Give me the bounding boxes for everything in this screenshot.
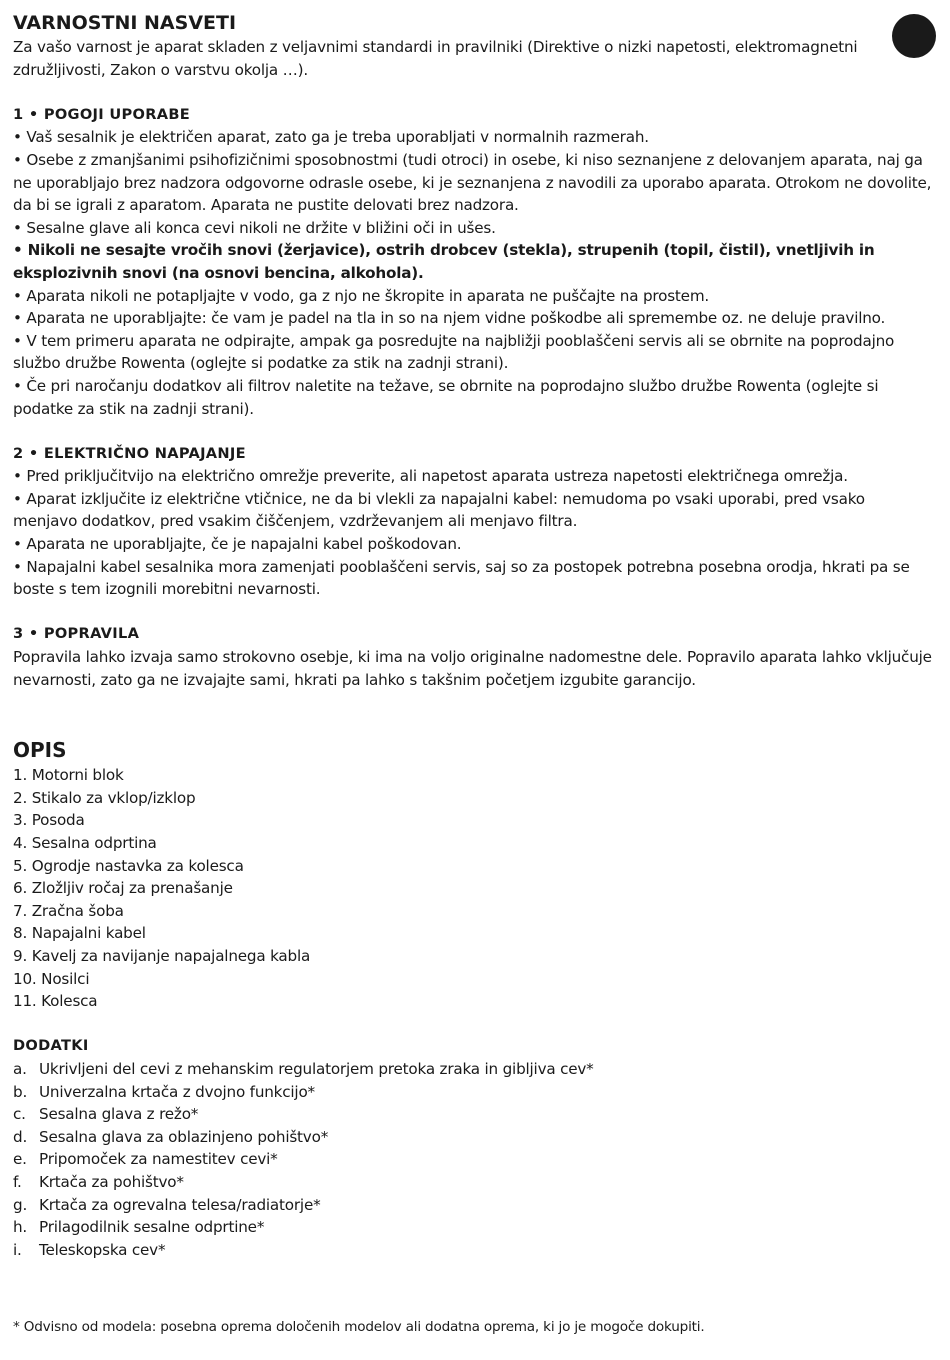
safety-paragraph: • Sesalne glave ali konca cevi nikoli ne držite v bližini oči in ušes. [13, 218, 496, 237]
list-item-letter: i. [13, 1240, 22, 1259]
list-item-letter: b. [13, 1082, 28, 1101]
list-item-text: Sesalna glava za oblazinjeno pohištvo* [39, 1127, 329, 1146]
footnote: * Odvisno od modela: posebna oprema določenih modelov ali dodatna oprema, ki jo je mogoče dokupiti. [13, 1319, 705, 1335]
section-heading: 3 • POPRAVILA [13, 625, 140, 643]
list-item-letter: g. [13, 1195, 28, 1214]
safety-paragraph: Popravila lahko izvaja samo strokovno osebje, ki ima na voljo originalne nadomestne dele. Popravilo aparata lahko vključuje nevarnosti, zato ga ne izvajajte sami, hkrati pa lahko s takšnim početjem izgubite garancijo. [13, 648, 932, 689]
accessories-title: DODATKI [13, 1037, 89, 1055]
list-item [13, 1126, 933, 1149]
list-item [13, 1103, 933, 1126]
safety-paragraph: • Aparat izključite iz električne vtičnice, ne da bi vlekli za napajalni kabel: nemudoma po vsaki uporabi, pred vsako menjavo dodatkov, pred vsakim čiščenjem, vzdrževanjem ali menjavo filtra. [13, 489, 865, 531]
list-item-text: Prilagodilnik sesalne odprtine* [39, 1218, 265, 1237]
document-page [13, 10, 933, 1261]
list-item-letter: h. [13, 1218, 28, 1237]
list-item: 6. Zložljiv ročaj za prenašanje [13, 879, 233, 898]
safety-intro: Za vašo varnost je aparat skladen z veljavnimi standardi in pravilniki (Direktive o nizki napetosti, elektromagnetni združljivosti, Zakon o varstvu okolja …). [13, 38, 858, 79]
safety-paragraph: • Vaš sesalnik je električen aparat, zato ga je treba uporabljati v normalnih razmerah. [13, 128, 649, 147]
list-item [13, 1216, 933, 1239]
list-item-letter: a. [13, 1059, 27, 1078]
section-heading: 2 • ELEKTRIČNO NAPAJANJE [13, 444, 246, 462]
list-item: 8. Napajalni kabel [13, 924, 146, 943]
list-item-text: Univerzalna krtača z dvojno funkcijo* [39, 1082, 315, 1101]
list-item-letter: c. [13, 1105, 26, 1124]
safety-paragraph: • Napajalni kabel sesalnika mora zamenjati pooblaščeni servis, saj so za postopek potrebna posebna orodja, hkrati pa se boste s tem izognili morebitni nevarnosti. [13, 557, 910, 599]
section-power-supply [13, 443, 933, 601]
list-item [13, 1148, 933, 1171]
list-item: 10. Nosilci [13, 969, 90, 988]
list-item [13, 1171, 933, 1194]
list-item-text: Krtača za ogrevalna telesa/radiatorje* [39, 1195, 321, 1214]
safety-paragraph: • V tem primeru aparata ne odpirajte, ampak ga posredujte na najbližji pooblaščeni servis ali se obrnite na poprodajno službo družbe Rowenta (oglejte si podatke za stik na zadnji strani). [13, 331, 895, 373]
description-title: OPIS [13, 738, 67, 763]
list-item-letter: f. [13, 1172, 22, 1191]
safety-title: VARNOSTNI NASVETI [13, 12, 237, 34]
parts-list [13, 764, 933, 1013]
safety-paragraph: • Aparata ne uporabljajte, če je napajalni kabel poškodovan. [13, 535, 462, 554]
safety-paragraph: • Pred priključitvijo na električno omrežje preverite, ali napetost aparata ustreza napetosti električnega omrežja. [13, 467, 848, 486]
list-item-letter: e. [13, 1150, 27, 1169]
section-heading: 1 • POGOJI UPORABE [13, 105, 191, 123]
list-item: 5. Ogrodje nastavka za kolesca [13, 856, 244, 875]
list-item-letter: d. [13, 1127, 28, 1146]
list-item-text: Pripomoček za namestitev cevi* [39, 1150, 278, 1169]
safety-paragraph: • Osebe z zmanjšanimi psihofizičnimi sposobnostmi (tudi otroci) in osebe, ki niso seznanjene z delovanjem aparata, naj ga ne uporabljajo brez nadzora odgovorne odrasle osebe, ki je seznanjena z navodili za uporabo aparata. Otrokom ne dovolite, da bi se igrali z aparatom. Aparata ne pustite delovati brez nadzora. [13, 150, 932, 215]
list-item: 3. Posoda [13, 811, 85, 830]
list-item: 1. Motorni blok [13, 766, 124, 785]
list-item [13, 1239, 933, 1262]
safety-paragraph: • Če pri naročanju dodatkov ali filtrov naletite na težave, se obrnite na poprodajno službo družbe Rowenta (oglejte si podatke za stik na zadnji strani). [13, 376, 879, 418]
safety-paragraph: • Aparata ne uporabljajte: če vam je padel na tla in so na njem vidne poškodbe ali spremembe oz. ne deluje pravilno. [13, 309, 886, 328]
list-item-text: Teleskopska cev* [39, 1240, 166, 1259]
list-item-text: Ukrivljeni del cevi z mehanskim regulatorjem pretoka zraka in gibljiva cev* [39, 1059, 594, 1078]
safety-warning-paragraph: • Nikoli ne sesajte vročih snovi (žerjavice), ostrih drobcev (stekla), strupenih (topil, čistil), vnetljivih in eksplozivnih snovi (na osnovi bencina, alkohola). [13, 241, 875, 282]
list-item-text: Krtača za pohištvo* [39, 1172, 184, 1191]
safety-paragraph: • Aparata nikoli ne potapljajte v vodo, ga z njo ne škropite in aparata ne puščajte na prostem. [13, 286, 710, 305]
section-repairs [13, 623, 933, 691]
list-item [13, 1058, 933, 1081]
accessories-list [13, 1058, 933, 1261]
list-item-text: Sesalna glava z režo* [39, 1105, 199, 1124]
list-item: 11. Kolesca [13, 992, 98, 1011]
list-item [13, 1081, 933, 1104]
list-item: 2. Stikalo za vklop/izklop [13, 788, 196, 807]
list-item: 4. Sesalna odprtina [13, 834, 157, 852]
list-item [13, 1194, 933, 1217]
section-conditions-of-use [13, 104, 933, 420]
list-item: 9. Kavelj za navijanje napajalnega kabla [13, 946, 311, 965]
list-item: 7. Zračna šoba [13, 901, 124, 920]
